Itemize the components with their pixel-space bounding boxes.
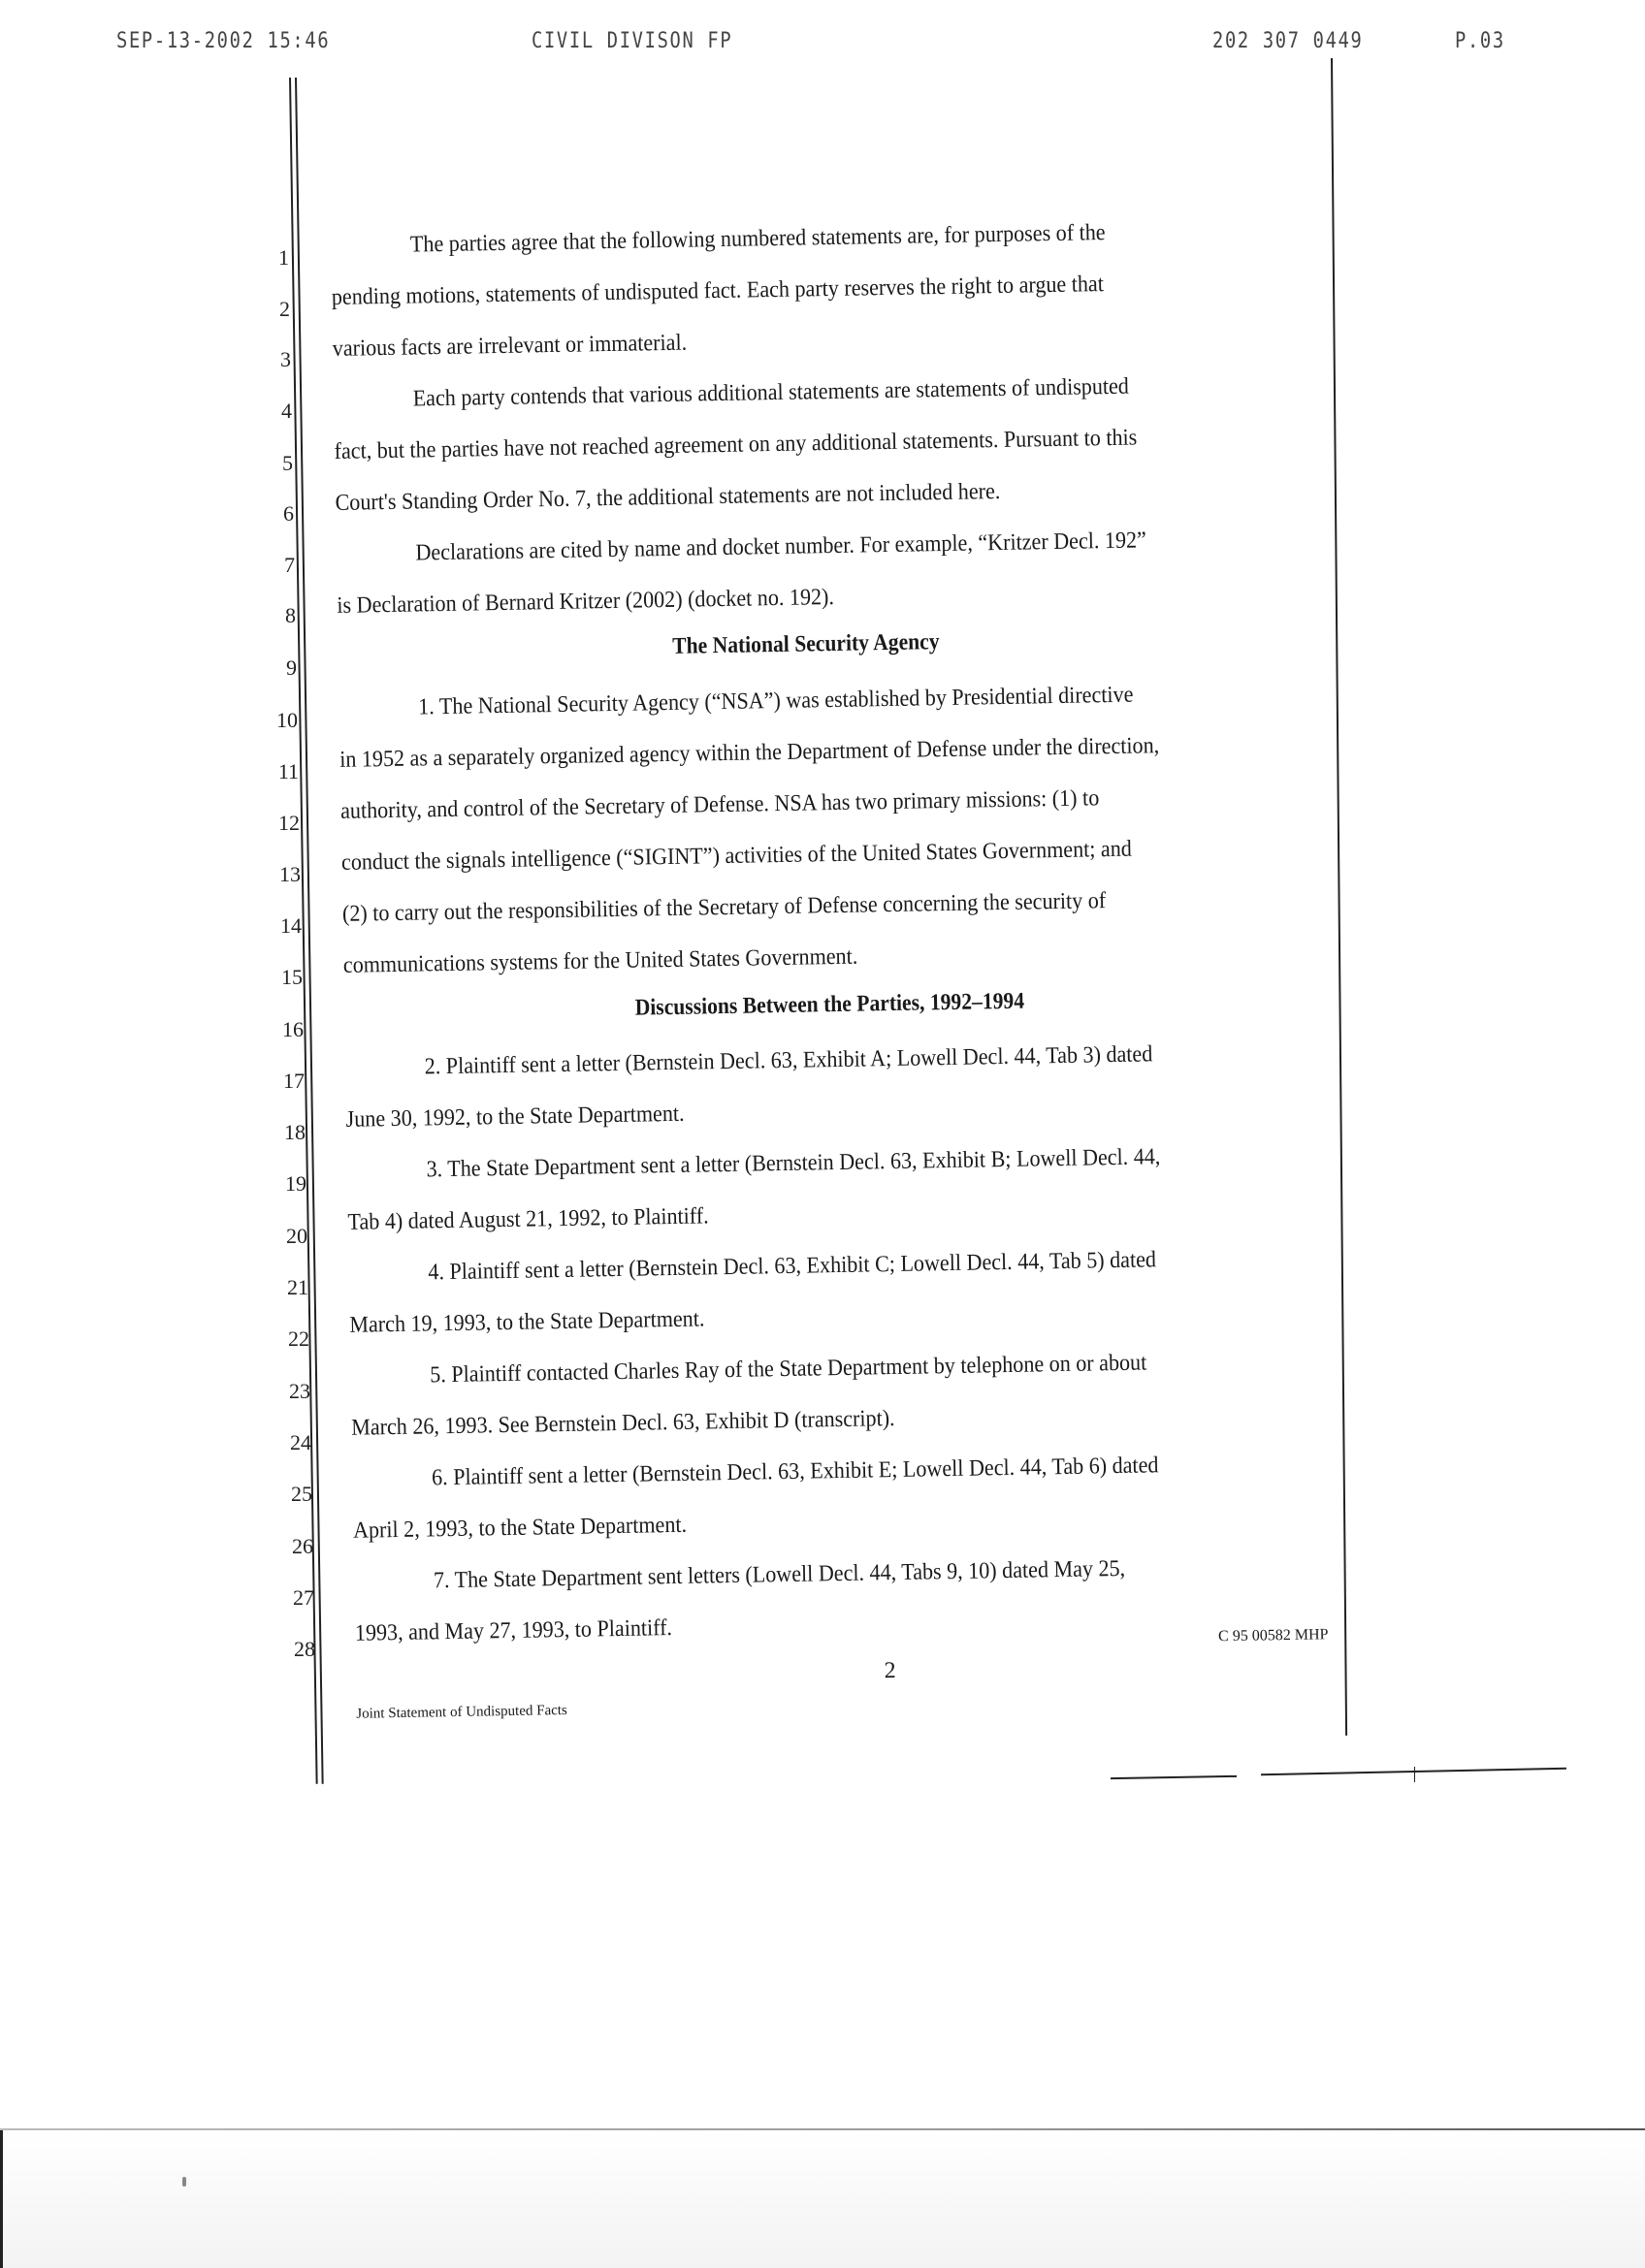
line-number: 2 [279, 297, 290, 321]
body-line: April 2, 1993, to the State Department. [352, 1512, 688, 1544]
body-line: conduct the signals intelligence (“SIGINT”) activities of the United States Government; and [340, 836, 1133, 876]
body-line: communications systems for the United States Government. [342, 943, 858, 978]
body-line: in 1952 as a separately organized agency within the Department of Defense under the direction, [339, 733, 1160, 773]
line-number: 19 [285, 1171, 306, 1196]
body-line: June 30, 1992, to the State Department. [345, 1101, 685, 1133]
body-line: 1993, and May 27, 1993, to Plaintiff. [354, 1615, 673, 1646]
body-line: 7. The State Department sent letters (Lowell Decl. 44, Tabs 9, 10) dated May 25, [433, 1555, 1126, 1594]
line-number: 11 [277, 759, 299, 783]
body-line: authority, and control of the Secretary of Defense. NSA has two primary missions: (1) to [339, 785, 1100, 824]
section-heading-nsa: The National Security Agency [671, 629, 940, 659]
line-number: 21 [287, 1275, 308, 1299]
line-number: 8 [285, 603, 296, 627]
body-line: The parties agree that the following numbered statements are, for purposes of the [409, 220, 1106, 258]
line-number: 9 [286, 655, 297, 680]
line-number: 13 [279, 862, 301, 886]
body-line: various facts are irrelevant or immaterial. [332, 330, 688, 362]
line-number: 18 [284, 1120, 306, 1144]
fax-datetime: SEP-13-2002 15:46 [116, 29, 331, 53]
line-number: 3 [280, 347, 291, 371]
body-line: Tab 4) dated August 21, 1992, to Plaintiff. [347, 1203, 709, 1235]
body-line: March 26, 1993. See Bernstein Decl. 63, Exhibit D (transcript). [350, 1406, 895, 1441]
body-line: is Declaration of Bernard Kritzer (2002) (docket no. 192). [337, 584, 835, 619]
body-line: Each party contends that various additional statements are statements of undisputed [412, 373, 1130, 412]
line-number: 22 [288, 1326, 309, 1351]
fax-phone: 202 307 0449 [1212, 29, 1364, 53]
document-body [330, 176, 1395, 1764]
page-number: 2 [884, 1658, 896, 1684]
line-number: 7 [284, 553, 295, 577]
body-line: 2. Plaintiff sent a letter (Bernstein Decl. 63, Exhibit A; Lowell Decl. 44, Tab 3) dated [424, 1041, 1153, 1080]
body-line: fact, but the parties have not reached agreement on any additional statements. Pursuant to this [334, 425, 1138, 464]
line-number: 6 [283, 501, 294, 526]
line-number: 25 [291, 1482, 312, 1506]
scan-speck [182, 2177, 186, 2187]
fax-page: P.03 [1455, 29, 1505, 53]
body-line: 5. Plaintiff contacted Charles Ray of the State Department by telephone on or about [430, 1350, 1147, 1389]
body-line: March 19, 1993, to the State Department. [349, 1306, 705, 1338]
case-number: C 95 00582 MHP [1217, 1626, 1329, 1645]
body-line: 6. Plaintiff sent a letter (Bernstein Decl. 63, Exhibit E; Lowell Decl. 44, Tab 6) dated [431, 1453, 1159, 1491]
line-number: 4 [281, 399, 292, 423]
scanner-border [0, 2130, 3, 2268]
body-line: 1. The National Security Agency (“NSA”) was established by Presidential directive [418, 682, 1134, 720]
line-number: 24 [290, 1430, 311, 1454]
line-number: 1 [278, 245, 289, 270]
footer-title: Joint Statement of Undisputed Facts [356, 1702, 567, 1722]
body-line: 3. The State Department sent a letter (Bernstein Decl. 63, Exhibit B; Lowell Decl. 44, [426, 1144, 1161, 1183]
line-number: 27 [293, 1585, 314, 1610]
scan-artifact-line [1111, 1775, 1237, 1779]
line-number: 12 [278, 811, 300, 835]
body-line: 4. Plaintiff sent a letter (Bernstein Decl. 63, Exhibit C; Lowell Decl. 44, Tab 5) dated [428, 1247, 1157, 1286]
line-number: 5 [282, 451, 293, 475]
line-number: 14 [280, 913, 302, 938]
line-number: 10 [276, 708, 298, 732]
scanner-background [0, 2130, 1645, 2268]
body-line: Court's Standing Order No. 7, the additional statements are not included here. [335, 478, 1001, 516]
body-line: Declarations are cited by name and docket number. For example, “Kritzer Decl. 192” [415, 527, 1147, 566]
line-number: 15 [281, 965, 303, 989]
line-number: 28 [294, 1637, 315, 1661]
line-number: 20 [286, 1224, 307, 1248]
body-line: pending motions, statements of undisputed fact. Each party reserves the right to argue that [331, 272, 1105, 310]
scan-artifact-tick [1414, 1767, 1415, 1782]
section-heading-discussions: Discussions Between the Parties, 1992–1994 [634, 988, 1025, 1021]
line-number: 23 [289, 1379, 310, 1403]
line-number: 16 [282, 1017, 304, 1041]
line-number: 17 [283, 1069, 305, 1093]
line-number: 26 [292, 1534, 313, 1558]
fax-sender: CIVIL DIVISON FP [532, 29, 733, 53]
body-line: (2) to carry out the responsibilities of the Secretary of Defense concerning the security of [341, 888, 1107, 927]
